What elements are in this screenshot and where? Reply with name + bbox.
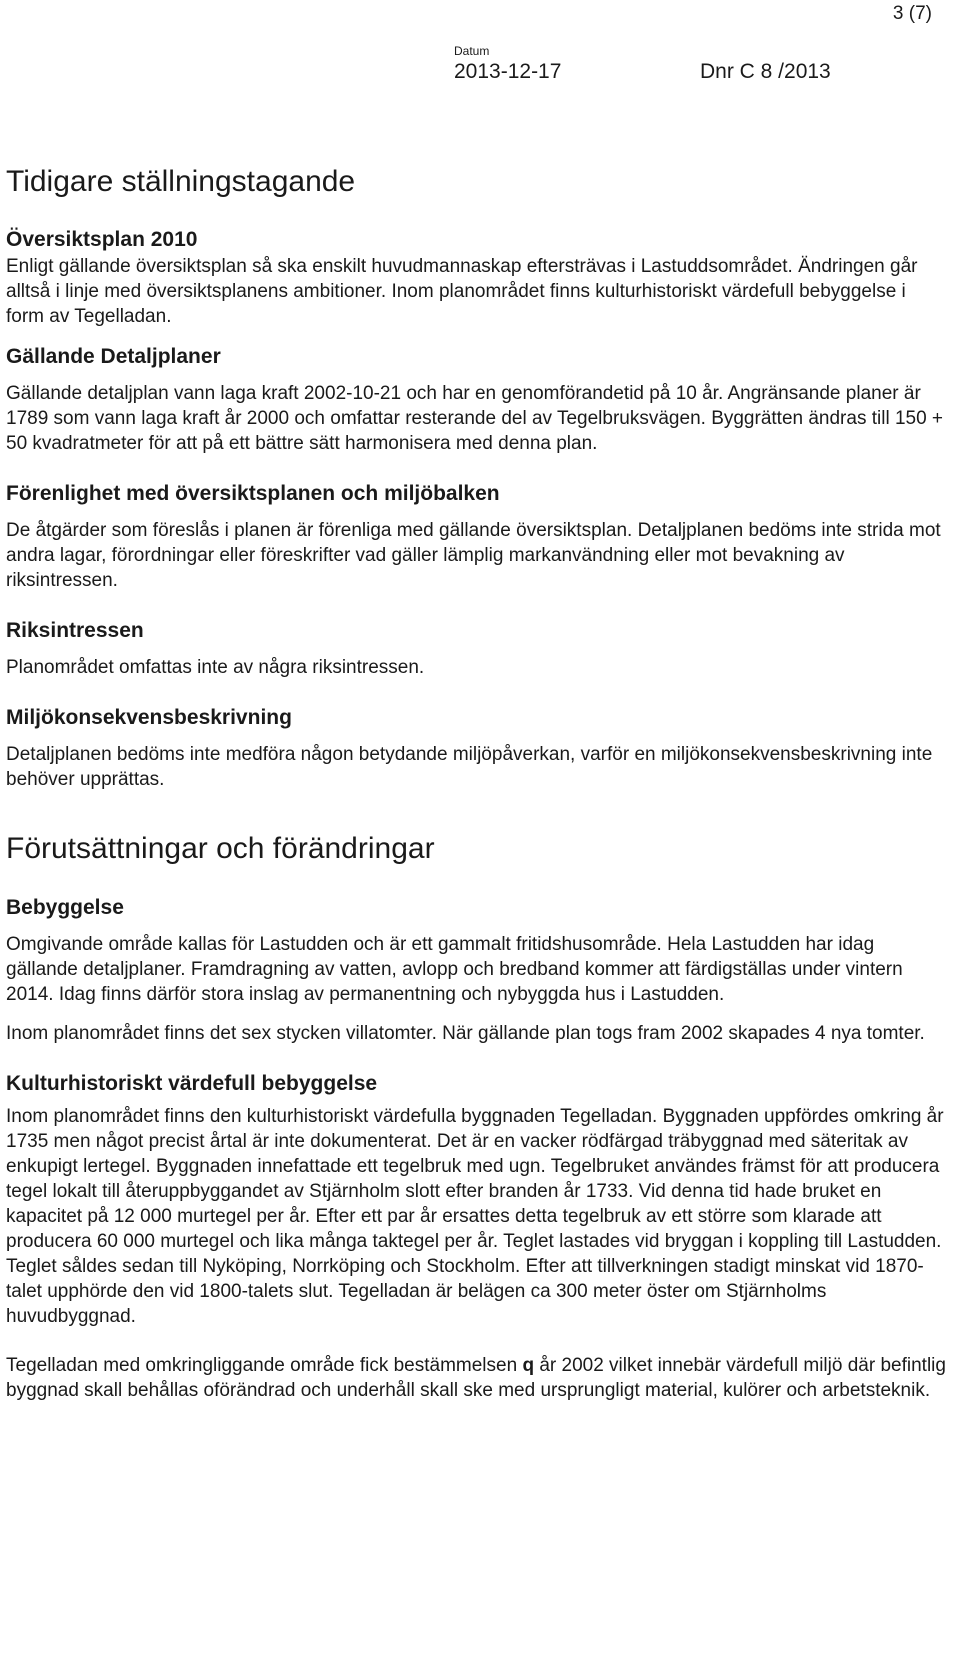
paragraph-kulturhistoriskt-2 xyxy=(6,1353,946,1403)
paragraph-bebyggelse-2: Inom planområdet finns det sex stycken villatomter. När gällande plan togs fram 2002 skapades 4 nya tomter. xyxy=(6,1023,925,1044)
paragraph-kulturhistoriskt-1: Inom planområdet finns den kulturhistoriskt värdefulla byggnaden Tegelladan. Byggnaden uppfördes omkring år 1735 men något precist årtal är inte dokumenterat. Det är en vacker rödfärgad träbyggnad med säteritak av enkupigt lertegel. Byggnaden innefattade ett tegelbruk med ugn. Tegelbruket användes främst för att producera tegel lokalt till återuppbyggandet av Stjärnholm slott efter branden år 1733. Vid denna tid hade bruket en kapacitet på 12 000 murtegel per år. Efter ett par år ersattes detta tegelbruk av ett större som klarade att producera 60 000 murtegel och lika många taktegel per år. Teglet lastades vid bryggan i koppling till Lastudden. Teglet såldes sedan till Nyköping, Norrköping och Stockholm. Efter att tillverkningen stadigt minskat vid 1870-talet upphörde den vid 1800-talets slut. Tegelladan är belägen ca 300 meter öster om Stjärnholms huvudbyggnad. xyxy=(6,1106,944,1327)
paragraph-miljokonsekvens: Detaljplanen bedöms inte medföra någon betydande miljöpåverkan, varför en miljökonsekvensbeskrivning inte behöver upprättas. xyxy=(6,744,933,790)
heading-kulturhistoriskt: Kulturhistoriskt värdefull bebyggelse xyxy=(6,1072,378,1095)
provision-code: q xyxy=(522,1355,535,1376)
paragraph-oversiktsplan: Enligt gällande översiktsplan så ska enskilt huvudmannaskap eftersträvas i Lastuddsområdet. Ändringen går alltså i linje med översiktsplanens ambitioner. Inom planområdet finns kulturhistoriskt värdefull bebyggelse i form av Tegelladan. xyxy=(6,256,918,327)
paragraph-bebyggelse-1: Omgivande område kallas för Lastudden och är ett gammalt fritidshusområde. Hela Lastudden har idag gällande detaljplaner. Framdragning av vatten, avlopp och bredband kommer att färdigställas under vintern 2014. Idag finns därför stora inslag av permanentning och nybyggda hus i Lastudden. xyxy=(6,934,903,1005)
document-body xyxy=(6,163,946,1403)
section-title-tidigare: Tidigare ställningstagande xyxy=(6,165,356,198)
section-title-forutsattningar: Förutsättningar och förändringar xyxy=(6,832,435,865)
heading-bebyggelse: Bebyggelse xyxy=(6,896,124,919)
heading-riksintressen: Riksintressen xyxy=(6,619,144,642)
document-date: 2013-12-17 xyxy=(454,60,562,83)
paragraph-text-pre: Tegelladan med omkringliggande område fick bestämmelsen xyxy=(6,1355,523,1376)
paragraph-detaljplaner: Gällande detaljplan vann laga kraft 2002-10-21 och har en genomförandetid på 10 år. Angränsande planer är 1789 som vann laga kraft år 2000 och omfattar resterande del av Tegelbruksvägen. Byggrätten ändras till 150 + 50 kvadratmeter för att på ett bättre sätt harmonisera med denna plan. xyxy=(6,383,944,454)
page-number: 3 (7) xyxy=(892,3,932,24)
heading-miljokonsekvens: Miljökonsekvensbeskrivning xyxy=(6,706,292,729)
heading-forenlighet: Förenlighet med översiktsplanen och miljöbalken xyxy=(6,482,500,505)
paragraph-riksintressen: Planområdet omfattas inte av några riksintressen. xyxy=(6,657,425,678)
heading-oversiktsplan: Översiktsplan 2010 xyxy=(6,228,198,251)
paragraph-text-post: år 2002 vilket innebär värdefull miljö där befintlig byggnad skall behållas oförändrad och underhåll skall ske med ursprungligt material, kulörer och arbetsteknik. xyxy=(6,1355,946,1401)
document-reference: Dnr C 8 /2013 xyxy=(700,60,831,83)
paragraph-forenlighet: De åtgärder som föreslås i planen är förenliga med gällande översiktsplan. Detaljplanen bedöms inte strida mot andra lagar, förordningar eller föreskrifter vad gäller lämplig markanvändning eller mot bevakning av riksintressen. xyxy=(6,520,941,591)
date-label: Datum xyxy=(454,44,490,58)
heading-detaljplaner: Gällande Detaljplaner xyxy=(6,345,221,368)
